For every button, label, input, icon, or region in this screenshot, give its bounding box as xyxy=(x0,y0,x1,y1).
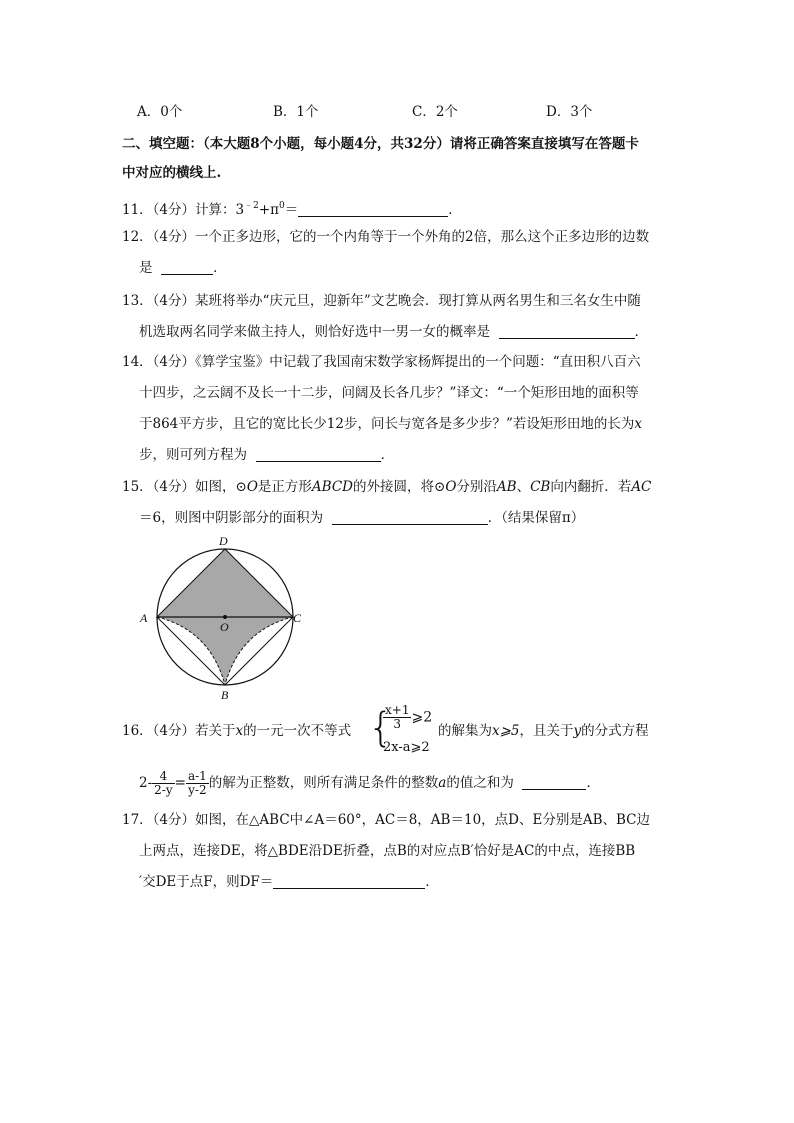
label-b: B xyxy=(221,688,229,702)
question-14-line4: 步，则可列方程为 ． xyxy=(139,447,395,463)
option-b: B．1个 xyxy=(273,104,319,120)
question-16-line1-start: 16．（4分）若关于x的一元一次不等式 xyxy=(122,723,352,739)
question-15-line1: 15．（4分）如图，⊙O是正方形ABCD的外接圆，将⊙O分别沿AB、CB向内翻折．若AC xyxy=(122,479,652,495)
label-o: O xyxy=(220,620,229,634)
question-15-line2: ＝6，则图中阴影部分的面积为 ．（结果保留π） xyxy=(139,510,585,526)
system-brace: { xyxy=(368,705,394,751)
section-heading-line1: 二、填空题：（本大题8个小题，每小题4分，共32分）请将正确答案直接填写在答题卡 xyxy=(122,136,639,152)
answer-blank-13[interactable] xyxy=(499,324,635,339)
question-13-line1: 13．（4分）某班将举办“庆元旦，迎新年”文艺晚会．现打算从两名男生和三名女生中随 xyxy=(122,293,641,309)
inequality-2: 2x-a⩾2 xyxy=(383,740,430,755)
answer-blank-11[interactable] xyxy=(298,202,448,217)
question-14-line3: 于864平方步，且它的宽比长少12步，问长与宽各是多少步？”若设矩形田地的长为x xyxy=(139,416,642,432)
option-c: C．2个 xyxy=(412,104,458,120)
question-16-line2: 2- $\frac{4}{2-y}$ = $\frac{a-1}{y-2}$ 的解为正整数，则所有满足条件的整数a的值之和为 ． xyxy=(139,769,600,797)
option-d: D．3个 xyxy=(546,104,593,120)
question-12-line2: 是 ． xyxy=(139,260,227,276)
question-17-line2: 上两点，连接DE，将△BDE沿DE折叠，点B的对应点B′恰好是AC的中点，连接BB xyxy=(139,843,636,859)
question-17-line1: 17．（4分）如图，在△ABC中∠A＝60°，AC＝8，AB＝10，点D、E分别是AB、BC边 xyxy=(122,812,651,828)
question-13-line2: 机选取两名同学来做主持人，则恰好选中一男一女的概率是 ． xyxy=(139,324,649,340)
center-point xyxy=(223,615,227,619)
label-c: C xyxy=(293,611,302,625)
section-heading-line2: 中对应的横线上. xyxy=(122,165,222,181)
answer-blank-12[interactable] xyxy=(161,260,213,275)
answer-blank-15[interactable] xyxy=(332,510,488,525)
label-a: A xyxy=(140,611,148,625)
answer-blank-14[interactable] xyxy=(256,447,381,462)
question-12-line1: 12．（4分）一个正多边形，它的一个内角等于一个外角的2倍，那么这个正多边形的边数 xyxy=(122,229,650,245)
answer-blank-17[interactable] xyxy=(273,874,425,889)
question-16-line1-end: 的解集为x⩾5，且关于y的分式方程 xyxy=(438,723,649,739)
question-11: 11．（4分）计算：$3^{﹣2}+\pi^0=$ ． xyxy=(122,201,462,218)
question-14-line1: 14．（4分）《算学宝鉴》中记载了我国南宋数学家杨辉提出的一个问题：“直田积八百六 xyxy=(122,354,641,370)
answer-blank-16[interactable] xyxy=(522,775,586,790)
option-a: A．0个 xyxy=(137,104,183,120)
label-d: D xyxy=(219,534,228,548)
inequality-1: $\frac{x+1}{3}$ ⩾2 xyxy=(385,703,433,731)
shaded-triangle-upper xyxy=(157,549,293,617)
question-17-line3: ′交DE于点F，则DF＝ ． xyxy=(139,874,439,890)
q15-figure xyxy=(135,531,310,703)
question-14-line2: 十四步，之云阔不及长一十二步，问阔及长各几步？”译文：“一个矩形田地的面积等 xyxy=(139,385,639,401)
